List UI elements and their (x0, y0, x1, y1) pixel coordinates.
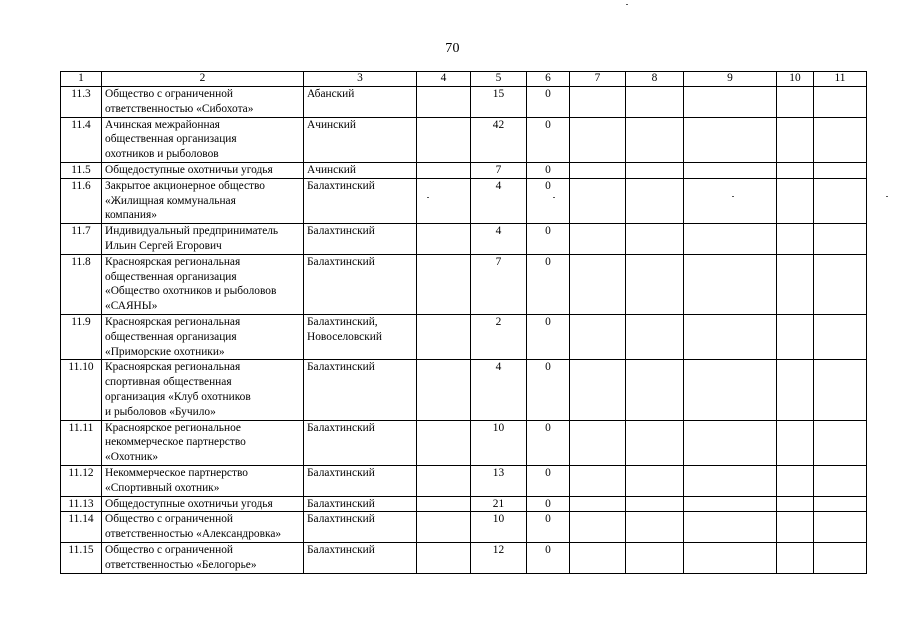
column-8-cell (626, 360, 684, 420)
organization-cell (102, 420, 304, 465)
column-5-cell: 10 (471, 420, 527, 465)
column-10-cell (777, 162, 814, 178)
table-row (61, 87, 867, 118)
column-header: 7 (570, 72, 626, 87)
table-body (61, 87, 867, 574)
organization-line: ответственностью «Александровка» (105, 528, 282, 541)
column-4-cell (417, 512, 471, 543)
organization-line: Красноярское региональное (105, 421, 241, 434)
column-7-cell (570, 420, 626, 465)
column-8-cell (626, 420, 684, 465)
organization-line: Ачинская межрайонная (105, 118, 220, 131)
column-header: 8 (626, 72, 684, 87)
column-10-cell (777, 87, 814, 118)
column-4-cell (417, 162, 471, 178)
row-number-cell: 11.5 (61, 162, 102, 178)
column-7-cell (570, 224, 626, 255)
data-table (60, 71, 867, 574)
column-5-cell: 12 (471, 542, 527, 573)
column-6-cell: 0 (527, 254, 570, 314)
column-10-cell (777, 420, 814, 465)
column-5-cell: 42 (471, 117, 527, 162)
district-cell (304, 314, 417, 359)
column-6-cell: 0 (527, 178, 570, 223)
scan-speck (732, 196, 734, 197)
column-11-cell (814, 87, 867, 118)
district-line: Балахтинский (307, 543, 375, 556)
organization-cell (102, 178, 304, 223)
column-11-cell (814, 178, 867, 223)
district-cell (304, 162, 417, 178)
column-7-cell (570, 512, 626, 543)
column-header: 6 (527, 72, 570, 87)
row-number-cell: 11.13 (61, 496, 102, 512)
column-4-cell (417, 542, 471, 573)
column-7-cell (570, 314, 626, 359)
scan-speck (886, 196, 888, 197)
row-number-cell: 11.7 (61, 224, 102, 255)
table-row (61, 314, 867, 359)
column-9-cell (684, 87, 777, 118)
row-number-cell: 11.4 (61, 117, 102, 162)
column-7-cell (570, 254, 626, 314)
column-9-cell (684, 224, 777, 255)
organization-line: «Приморские охотники» (105, 345, 225, 358)
column-6-cell: 0 (527, 465, 570, 496)
column-5-cell: 4 (471, 178, 527, 223)
column-6-cell: 0 (527, 117, 570, 162)
district-line: Балахтинский (307, 179, 375, 192)
organization-line: «Охотник» (105, 451, 159, 464)
table-row (61, 254, 867, 314)
column-8-cell (626, 87, 684, 118)
district-cell (304, 465, 417, 496)
column-8-cell (626, 117, 684, 162)
column-4-cell (417, 314, 471, 359)
column-7-cell (570, 117, 626, 162)
row-number-cell: 11.3 (61, 87, 102, 118)
column-7-cell (570, 542, 626, 573)
column-5-cell: 13 (471, 465, 527, 496)
organization-cell (102, 512, 304, 543)
column-8-cell (626, 542, 684, 573)
column-10-cell (777, 465, 814, 496)
column-4-cell (417, 496, 471, 512)
column-10-cell (777, 224, 814, 255)
organization-line: Индивидуальный предприниматель (105, 225, 279, 238)
district-cell (304, 254, 417, 314)
column-6-cell: 0 (527, 542, 570, 573)
column-11-cell (814, 496, 867, 512)
column-9-cell (684, 420, 777, 465)
row-number-cell: 11.11 (61, 420, 102, 465)
district-line: Балахтинский (307, 466, 375, 479)
organization-cell (102, 224, 304, 255)
organization-line: «САЯНЫ» (105, 300, 158, 313)
organization-line: общественная организация (105, 133, 237, 146)
column-header: 3 (304, 72, 417, 87)
row-number-cell: 11.8 (61, 254, 102, 314)
column-header: 4 (417, 72, 471, 87)
column-10-cell (777, 254, 814, 314)
district-line: Балахтинский (307, 361, 375, 374)
table-row (61, 512, 867, 543)
district-line: Балахтинский, (307, 315, 378, 328)
column-header: 5 (471, 72, 527, 87)
organization-cell (102, 162, 304, 178)
district-cell (304, 420, 417, 465)
column-9-cell (684, 178, 777, 223)
row-number-cell: 11.6 (61, 178, 102, 223)
table-row (61, 224, 867, 255)
column-8-cell (626, 314, 684, 359)
district-line: Балахтинский (307, 255, 375, 268)
column-10-cell (777, 496, 814, 512)
row-number-cell: 11.10 (61, 360, 102, 420)
district-cell (304, 542, 417, 573)
organization-line: Общество с ограниченной (105, 513, 233, 526)
column-header: 2 (102, 72, 304, 87)
column-4-cell (417, 224, 471, 255)
column-6-cell: 0 (527, 360, 570, 420)
organization-line: Общедоступные охотничьи угодья (105, 497, 273, 510)
column-4-cell (417, 465, 471, 496)
column-11-cell (814, 224, 867, 255)
district-line: Новоселовский (307, 330, 382, 343)
organization-line: Красноярская региональная (105, 315, 241, 328)
column-7-cell (570, 162, 626, 178)
column-4-cell (417, 87, 471, 118)
page-number: 70 (445, 41, 460, 56)
organization-cell (102, 496, 304, 512)
district-line: Балахтинский (307, 497, 375, 510)
column-6-cell: 0 (527, 224, 570, 255)
organization-line: общественная организация (105, 270, 237, 283)
column-header: 11 (814, 72, 867, 87)
column-4-cell (417, 360, 471, 420)
district-line: Абанский (307, 88, 355, 100)
column-7-cell (570, 87, 626, 118)
organization-line: ответственностью «Белогорье» (105, 558, 257, 571)
organization-line: компания» (105, 209, 157, 222)
organization-line: организация «Клуб охотников (105, 390, 251, 403)
column-11-cell (814, 420, 867, 465)
district-cell (304, 512, 417, 543)
column-5-cell: 7 (471, 162, 527, 178)
column-8-cell (626, 162, 684, 178)
column-9-cell (684, 162, 777, 178)
column-6-cell: 0 (527, 314, 570, 359)
column-10-cell (777, 314, 814, 359)
scan-speck (427, 197, 429, 198)
column-7-cell (570, 465, 626, 496)
column-8-cell (626, 496, 684, 512)
column-10-cell (777, 542, 814, 573)
table-row (61, 117, 867, 162)
column-11-cell (814, 254, 867, 314)
organization-line: некоммерческое партнерство (105, 436, 246, 449)
organization-line: «Спортивный охотник» (105, 481, 220, 494)
table-header-row (61, 72, 867, 87)
organization-line: «Жилищная коммунальная (105, 194, 236, 207)
column-6-cell: 0 (527, 162, 570, 178)
column-9-cell (684, 314, 777, 359)
table-row (61, 542, 867, 573)
table-row (61, 496, 867, 512)
column-11-cell (814, 162, 867, 178)
column-4-cell (417, 254, 471, 314)
column-7-cell (570, 178, 626, 223)
organization-line: спортивная общественная (105, 376, 232, 389)
table-row (61, 162, 867, 178)
scan-speck (553, 197, 555, 198)
organization-line: Общество с ограниченной (105, 88, 233, 100)
row-number-cell: 11.9 (61, 314, 102, 359)
column-4-cell (417, 178, 471, 223)
organization-line: Ильин Сергей Егорович (105, 239, 222, 252)
column-5-cell: 4 (471, 360, 527, 420)
organization-line: Общество с ограниченной (105, 543, 233, 556)
row-number-cell: 11.12 (61, 465, 102, 496)
column-4-cell (417, 117, 471, 162)
column-9-cell (684, 512, 777, 543)
column-header: 9 (684, 72, 777, 87)
organization-cell (102, 254, 304, 314)
organization-line: ответственностью «Сибохота» (105, 102, 254, 115)
column-8-cell (626, 224, 684, 255)
column-header: 10 (777, 72, 814, 87)
column-8-cell (626, 178, 684, 223)
organization-line: «Общество охотников и рыболовов (105, 285, 277, 298)
column-5-cell: 15 (471, 87, 527, 118)
district-line: Балахтинский (307, 421, 375, 434)
district-cell (304, 178, 417, 223)
organization-cell (102, 542, 304, 573)
column-6-cell: 0 (527, 496, 570, 512)
column-5-cell: 2 (471, 314, 527, 359)
column-6-cell: 0 (527, 87, 570, 118)
column-9-cell (684, 496, 777, 512)
organization-cell (102, 117, 304, 162)
column-6-cell: 0 (527, 512, 570, 543)
organization-cell (102, 314, 304, 359)
organization-line: Общедоступные охотничьи угодья (105, 163, 273, 176)
organization-cell (102, 360, 304, 420)
column-header: 1 (61, 72, 102, 87)
column-5-cell: 7 (471, 254, 527, 314)
row-number-cell: 11.15 (61, 542, 102, 573)
column-11-cell (814, 360, 867, 420)
district-line: Ачинский (307, 163, 356, 176)
organization-line: охотников и рыболовов (105, 148, 219, 161)
column-5-cell: 4 (471, 224, 527, 255)
column-6-cell: 0 (527, 420, 570, 465)
column-5-cell: 10 (471, 512, 527, 543)
organization-line: Закрытое акционерное общество (105, 179, 265, 192)
district-cell (304, 360, 417, 420)
scan-speck (626, 4, 628, 5)
column-11-cell (814, 512, 867, 543)
column-7-cell (570, 360, 626, 420)
organization-line: и рыболовов «Бучило» (105, 405, 216, 418)
column-4-cell (417, 420, 471, 465)
column-10-cell (777, 178, 814, 223)
column-9-cell (684, 360, 777, 420)
column-11-cell (814, 314, 867, 359)
row-number-cell: 11.14 (61, 512, 102, 543)
column-10-cell (777, 117, 814, 162)
district-cell (304, 117, 417, 162)
column-9-cell (684, 254, 777, 314)
table-row (61, 178, 867, 223)
district-cell (304, 224, 417, 255)
column-10-cell (777, 512, 814, 543)
column-5-cell: 21 (471, 496, 527, 512)
column-9-cell (684, 542, 777, 573)
organization-cell (102, 87, 304, 118)
column-11-cell (814, 117, 867, 162)
district-line: Ачинский (307, 118, 356, 131)
column-8-cell (626, 465, 684, 496)
district-line: Балахтинский (307, 513, 375, 526)
column-11-cell (814, 542, 867, 573)
column-9-cell (684, 117, 777, 162)
district-cell (304, 496, 417, 512)
district-cell (304, 87, 417, 118)
table-row (61, 420, 867, 465)
table-row (61, 465, 867, 496)
organization-line: Красноярская региональная (105, 255, 241, 268)
organization-cell (102, 465, 304, 496)
column-9-cell (684, 465, 777, 496)
column-11-cell (814, 465, 867, 496)
column-8-cell (626, 254, 684, 314)
column-10-cell (777, 360, 814, 420)
organization-line: Некоммерческое партнерство (105, 466, 248, 479)
organization-line: общественная организация (105, 330, 237, 343)
column-7-cell (570, 496, 626, 512)
table-row (61, 360, 867, 420)
organization-line: Красноярская региональная (105, 361, 241, 374)
column-8-cell (626, 512, 684, 543)
district-line: Балахтинский (307, 225, 375, 238)
